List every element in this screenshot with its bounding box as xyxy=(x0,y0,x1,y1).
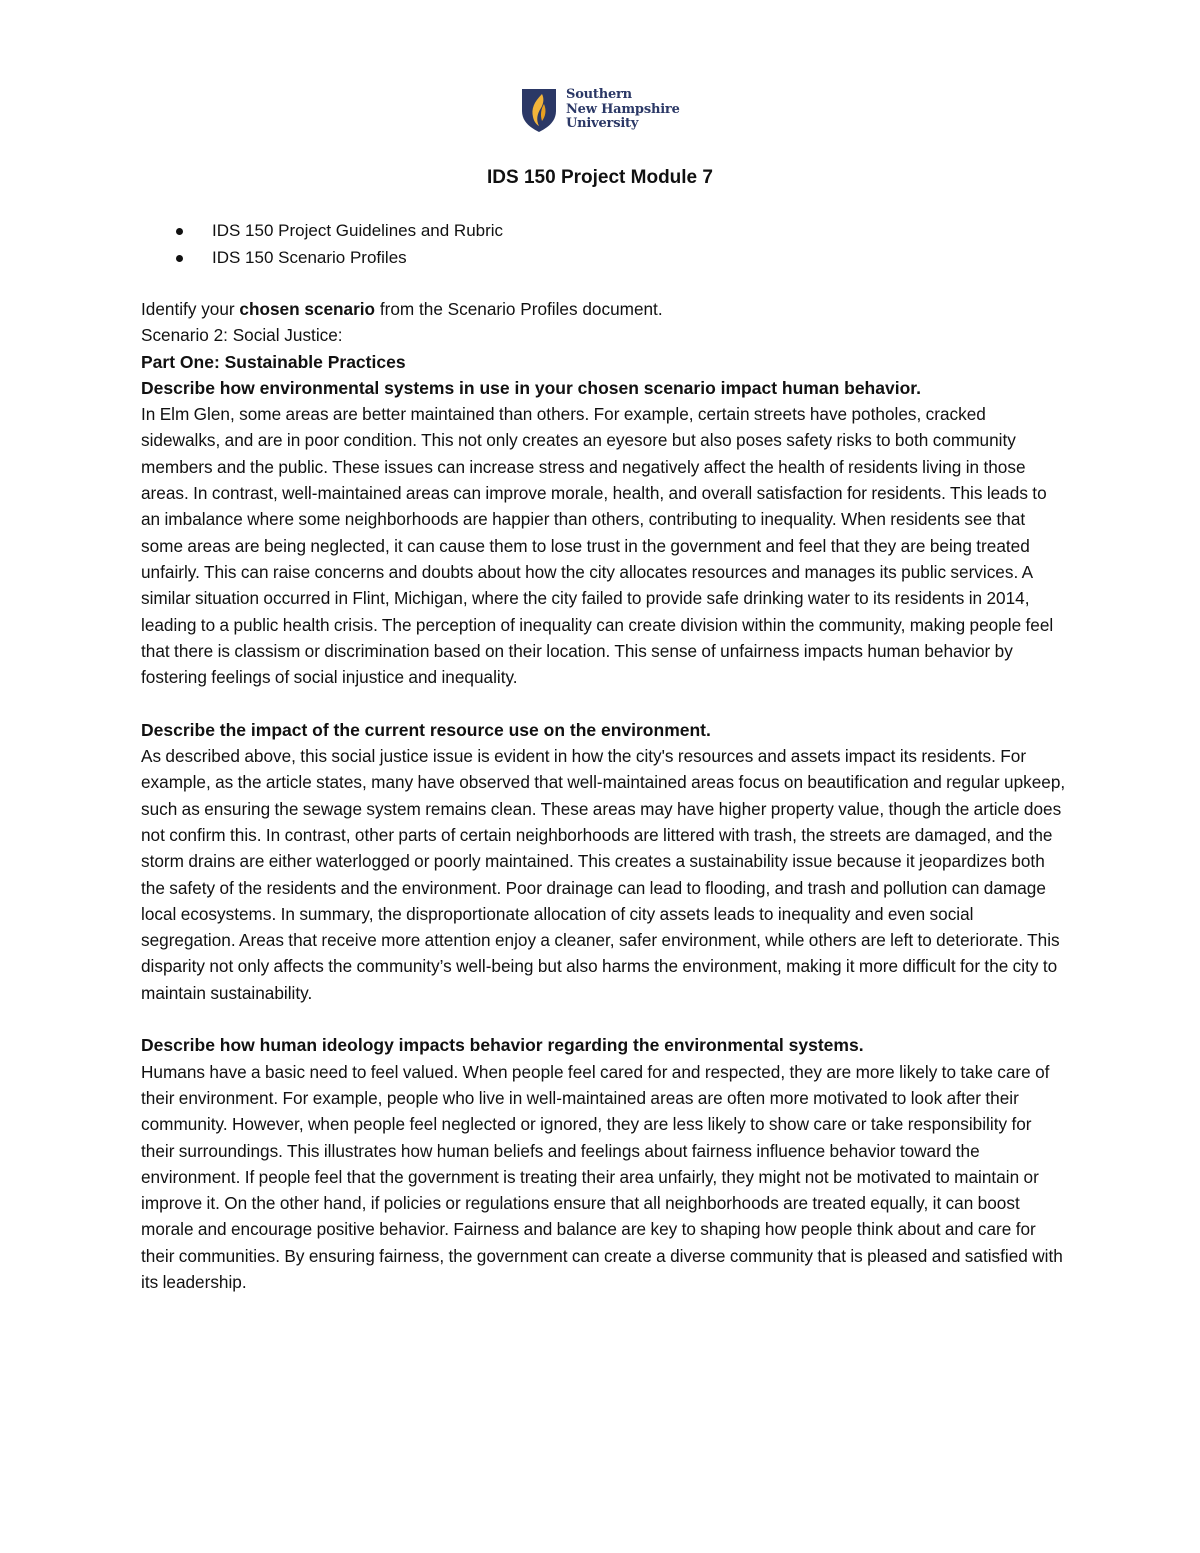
answer-paragraph: In Elm Glen, some areas are better maintained than others. For example, certain streets have potholes, cracked sidewalks, and are in poor condition. This not only creates an eyesore but also poses safety risks to both community members and the public. These issues can increase stress and negatively affect the health of residents living in those areas. In contrast, well-maintained areas can improve morale, health, and overall satisfaction for residents. This leads to an imbalance where some neighborhoods are happier than others, contributing to inequality. When residents see that some areas are being neglected, it can cause them to lose trust in the government and feel that they are being treated unfairly. This can raise concerns and doubts about how the city allocates resources and manages its public services. A similar situation occurred in Flint, Michigan, where the city failed to provide safe drinking water to its residents in 2014, leading to a public health crisis. The perception of inequality can create division within the community, making people feel that there is classism or discrimination based on their location. This sense of unfairness impacts human behavior by fostering feelings of social injustice and inequality. xyxy=(141,404,1054,688)
prompt-text-bold: chosen scenario xyxy=(239,299,376,319)
shield-flame-icon xyxy=(520,87,558,133)
paragraph-spacer xyxy=(141,690,1066,716)
list-item-label: IDS 150 Scenario Profiles xyxy=(212,247,407,267)
question-heading: Describe the impact of the current resource use on the environment. xyxy=(141,719,711,740)
logo-line-2: New Hampshire xyxy=(566,101,680,117)
logo-line-3: University xyxy=(566,116,639,132)
logo-wordmark xyxy=(566,88,680,132)
university-logo xyxy=(520,84,700,136)
list-item[interactable] xyxy=(160,218,503,245)
bullet-icon xyxy=(176,228,183,235)
section-heading: Part One: Sustainable Practices xyxy=(141,351,406,372)
prompt-text-after: from the Scenario Profiles document. xyxy=(375,299,663,319)
list-item[interactable] xyxy=(160,245,503,272)
question-heading: Describe how environmental systems in use in your chosen scenario impact human behavior. xyxy=(141,377,921,398)
bullet-icon xyxy=(176,255,183,262)
answer-paragraph: As described above, this social justice issue is evident in how the city's resources and assets impact its residents. For example, as the article states, many have observed that well-maintained areas focus on beautification and regular upkeep, such as ensuring the sewage system remains clean. These areas may have higher property value, though the article does not confirm this. In contrast, other parts of certain neighborhoods are littered with trash, the streets are damaged, and the storm drains are either waterlogged or poorly maintained. This creates a sustainability issue because it jeopardizes both the safety of the residents and the environment. Poor drainage can lead to flooding, and trash and pollution can damage local ecosystems. In summary, the disproportionate allocation of city assets leads to inequality and even social segregation. Areas that receive more attention enjoy a cleaner, safer environment, while others are left to deteriorate. This disparity not only affects the community’s well-being but also harms the environment, making it more difficult for the city to maintain sustainability. xyxy=(141,746,1066,1003)
logo-line-1: Southern xyxy=(566,87,632,103)
document-body xyxy=(141,296,1066,1295)
list-item-label: IDS 150 Project Guidelines and Rubric xyxy=(212,221,504,240)
resource-list xyxy=(160,218,503,271)
scenario-name: Scenario 2: Social Justice: xyxy=(141,325,343,346)
question-heading: Describe how human ideology impacts behavior regarding the environmental systems. xyxy=(141,1035,864,1056)
paragraph-spacer xyxy=(141,1006,1066,1032)
prompt-text-before: Identify your xyxy=(141,299,240,319)
scenario-prompt xyxy=(141,296,1066,322)
document-title: IDS 150 Project Module 7 xyxy=(487,167,713,188)
answer-paragraph: Humans have a basic need to feel valued. When people feel cared for and respected, they are more likely to take care of their environment. For example, people who live in well-maintained areas are often more motivated to look after their community. However, when people feel neglected or ignored, they are less likely to show care or take responsibility for their surroundings. This illustrates how human beliefs and feelings about fairness influence behavior toward the environment. If people feel that the government is treating their area unfairly, they might not be motivated to maintain or improve it. On the other hand, if policies or regulations ensure that all neighborhoods are treated equally, it can boost morale and encourage positive behavior. Fairness and balance are key to shaping how people think about and care for their communities. By ensuring fairness, the government can create a diverse community that is pleased and satisfied with its leadership. xyxy=(141,1061,1063,1292)
